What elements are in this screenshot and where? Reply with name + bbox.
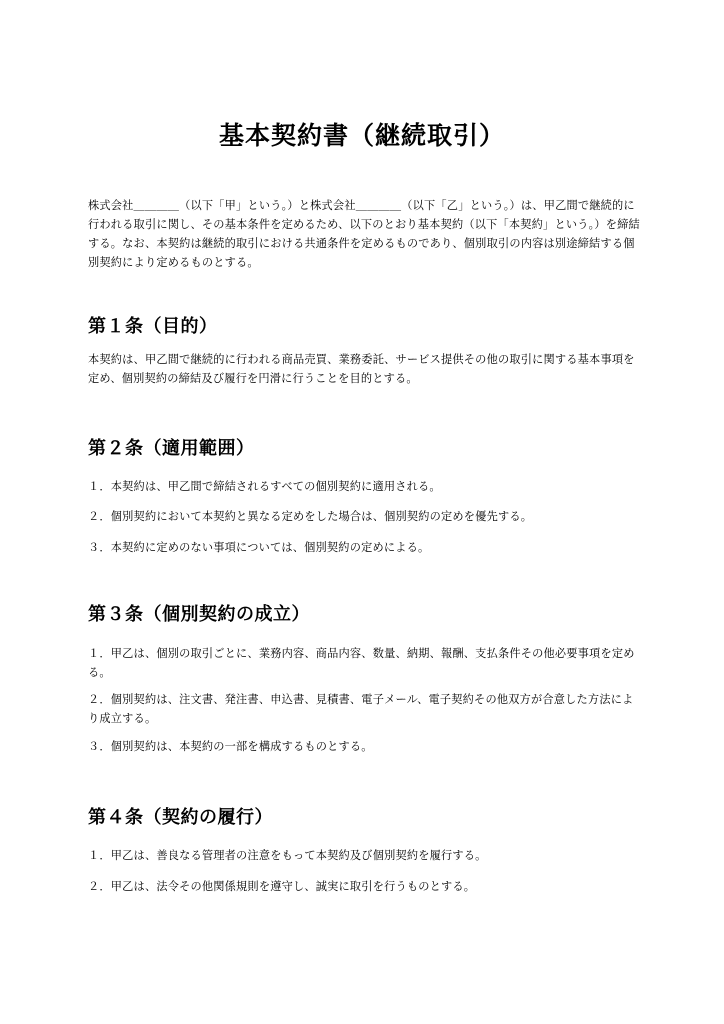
clause-item: ２．甲乙は、法令その他関係規則を遵守し、誠実に取引を行うものとする。 <box>88 880 476 893</box>
article-2-item-2 <box>88 507 640 526</box>
article-3 <box>88 603 640 627</box>
clause-item: １．甲乙は、個別の取引ごとに、業務内容、商品内容、数量、納期、報酬、支払条件その他必要事項を定める。 <box>88 647 635 679</box>
preamble-section <box>88 196 640 272</box>
article-heading: 第３条（個別契約の成立） <box>88 604 310 625</box>
article-2 <box>88 437 640 461</box>
clause-item: ２．個別契約は、注文書、発注書、申込書、見積書、電子メール、電子契約その他双方が合意した方法により成立する。 <box>88 693 634 725</box>
article-1-body-section <box>88 350 640 388</box>
article-4-item-1 <box>88 846 640 865</box>
article-2-item-3 <box>88 538 640 557</box>
article-3-item-2 <box>88 690 640 728</box>
clause-item: ２．個別契約において本契約と異なる定めをした場合は、個別契約の定めを優先する。 <box>88 510 533 523</box>
article-4-item-2 <box>88 877 640 896</box>
article-4 <box>88 806 640 830</box>
article-2-item-1 <box>88 477 640 496</box>
clause-item: ３．本契約に定めのない事項については、個別契約の定めによる。 <box>88 541 430 554</box>
article-1 <box>88 315 640 339</box>
document-title: 基本契約書（継続取引） <box>218 121 505 150</box>
article-heading: 第１条（目的） <box>88 316 218 337</box>
article-3-item-3 <box>88 737 640 756</box>
preamble-text: 株式会社＿＿＿＿（以下「甲」という。）と株式会社＿＿＿＿（以下「乙」という。）は、甲乙間で継続的に行われる取引に関し、その基本条件を定めるため、以下のとおり基本契約（以下「本契約」という。）を締結する。なお、本契約は継続的取引における共通条件を定めるものであり、個別取引の内容は別途締結する個別契約により定めるものとする。 <box>88 199 640 269</box>
article-heading: 第４条（契約の履行） <box>88 807 273 828</box>
article-heading: 第２条（適用範囲） <box>88 438 255 459</box>
clause-item: ３．個別契約は、本契約の一部を構成するものとする。 <box>88 740 373 753</box>
clause-item: １．本契約は、甲乙間で締結されるすべての個別契約に適用される。 <box>88 480 441 493</box>
article-3-item-1 <box>88 644 640 682</box>
clause-item: １．甲乙は、善良なる管理者の注意をもって本契約及び個別契約を履行する。 <box>88 849 487 862</box>
article-body: 本契約は、甲乙間で継続的に行われる商品売買、業務委託、サービス提供その他の取引に関する基本事項を定め、個別契約の締結及び履行を円滑に行うことを目的とする。 <box>88 353 635 385</box>
